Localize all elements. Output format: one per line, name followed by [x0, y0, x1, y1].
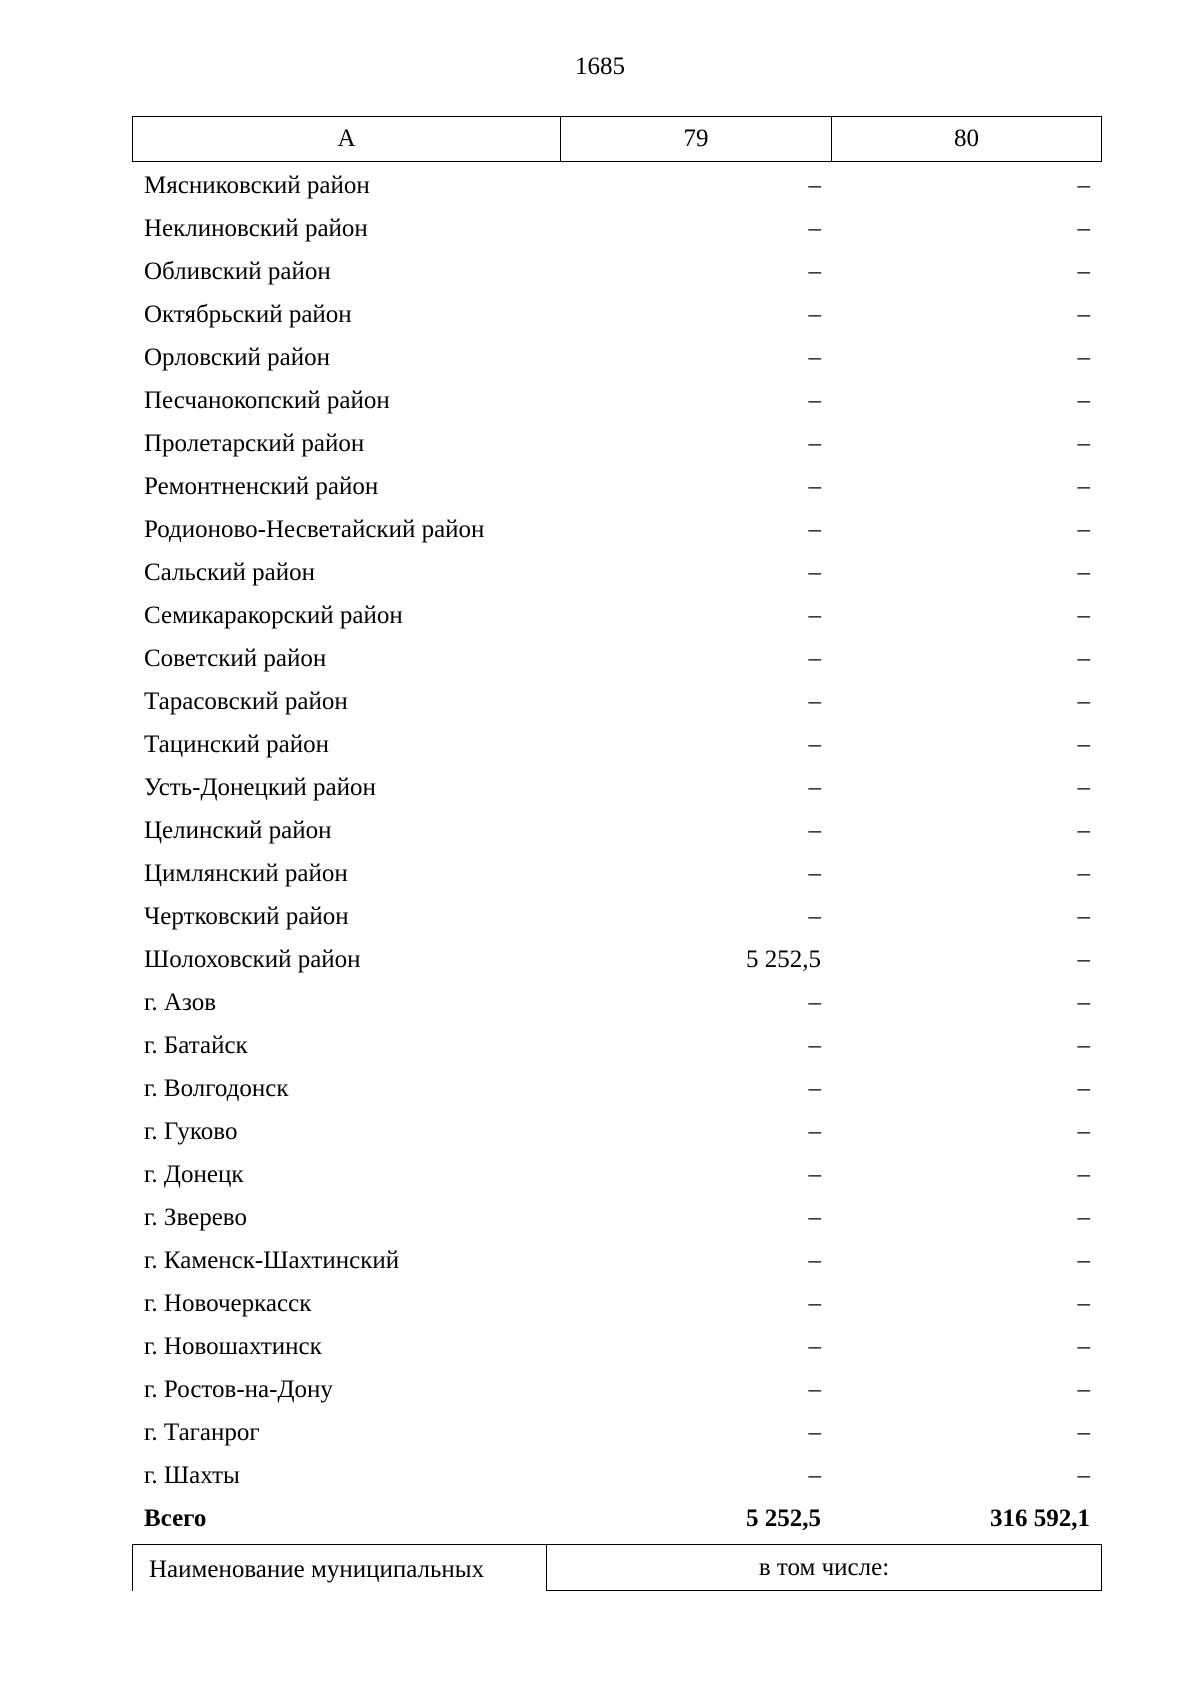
table-row [132, 594, 1102, 637]
value-col-80: – [1077, 1204, 1090, 1231]
value-col-80: – [1077, 301, 1090, 328]
table-row [132, 766, 1102, 809]
value-col-79: – [808, 344, 821, 371]
municipality-name: г. Батайск [144, 1032, 248, 1059]
total-row [132, 1497, 1102, 1540]
header-col-a: А [133, 117, 561, 161]
next-table-header [132, 1544, 1102, 1591]
table-row [132, 1368, 1102, 1411]
table-row [132, 207, 1102, 250]
value-col-79: – [808, 1118, 821, 1145]
page-number: 1685 [575, 53, 625, 80]
value-col-80: – [1077, 473, 1090, 500]
value-col-80: – [1077, 559, 1090, 586]
value-col-79: – [808, 645, 821, 672]
municipality-name: Советский район [144, 645, 327, 672]
municipality-name: Обливский район [144, 258, 331, 285]
value-col-80: – [1077, 387, 1090, 414]
table-row [132, 465, 1102, 508]
municipality-name: Цимлянский район [144, 860, 348, 887]
value-col-79: – [808, 1290, 821, 1317]
table-row [132, 1196, 1102, 1239]
value-col-80: – [1077, 860, 1090, 887]
value-col-80: – [1077, 258, 1090, 285]
value-col-79: – [808, 688, 821, 715]
value-col-79: – [808, 1075, 821, 1102]
municipality-name: Чертковский район [144, 903, 349, 930]
value-col-79: – [808, 1462, 821, 1489]
value-col-79: – [808, 817, 821, 844]
value-col-80: – [1077, 688, 1090, 715]
table-row [132, 637, 1102, 680]
value-col-79: – [808, 1376, 821, 1403]
value-col-79: – [808, 731, 821, 758]
table-row [132, 508, 1102, 551]
value-col-79: – [808, 774, 821, 801]
table-row [132, 809, 1102, 852]
value-col-79: – [808, 1161, 821, 1188]
table-row [132, 1282, 1102, 1325]
value-col-80: – [1077, 344, 1090, 371]
municipality-name: Октябрьский район [144, 301, 352, 328]
value-col-80: – [1077, 602, 1090, 629]
value-col-79: 5 252,5 [746, 946, 821, 973]
municipality-name: Родионово-Несветайский район [144, 516, 485, 543]
value-col-80: – [1077, 430, 1090, 457]
municipality-name: Песчанокопский район [144, 387, 390, 414]
value-col-80: – [1077, 1247, 1090, 1274]
municipality-name: Усть-Донецкий район [144, 774, 376, 801]
value-col-79: – [808, 430, 821, 457]
table-row [132, 981, 1102, 1024]
table-row [132, 680, 1102, 723]
table-row [132, 938, 1102, 981]
value-col-79: – [808, 860, 821, 887]
table-row [132, 895, 1102, 938]
value-col-79: – [808, 301, 821, 328]
value-col-80: 316 592,1 [990, 1505, 1090, 1532]
municipality-name: г. Каменск-Шахтинский [144, 1247, 400, 1274]
header-col-79: 79 [561, 117, 832, 161]
municipality-name: г. Новочеркасск [144, 1290, 312, 1317]
value-col-80: – [1077, 645, 1090, 672]
municipality-name: г. Новошахтинск [144, 1333, 322, 1360]
value-col-80: – [1077, 731, 1090, 758]
value-col-79: – [808, 1032, 821, 1059]
municipality-name: г. Ростов-на-Дону [144, 1376, 333, 1403]
table-row [132, 336, 1102, 379]
value-col-79: – [808, 1333, 821, 1360]
value-col-80: – [1077, 1118, 1090, 1145]
value-col-79: – [808, 516, 821, 543]
municipality-name: Ремонтненский район [144, 473, 379, 500]
municipality-name: Мясниковский район [144, 172, 370, 199]
value-col-80: – [1077, 516, 1090, 543]
value-col-79: – [808, 903, 821, 930]
value-col-79: – [808, 473, 821, 500]
table-row [132, 379, 1102, 422]
table-row [132, 1153, 1102, 1196]
value-col-80: – [1077, 989, 1090, 1016]
value-col-79: – [808, 602, 821, 629]
table-row [132, 1110, 1102, 1153]
value-col-80: – [1077, 1290, 1090, 1317]
municipality-name: Тацинский район [144, 731, 329, 758]
municipality-name: Семикаракорский район [144, 602, 403, 629]
value-col-79: – [808, 387, 821, 414]
table-row [132, 164, 1102, 207]
value-col-80: – [1077, 1161, 1090, 1188]
table-row [132, 551, 1102, 594]
value-col-80: – [1077, 1419, 1090, 1446]
value-col-80: – [1077, 817, 1090, 844]
value-col-80: – [1077, 1032, 1090, 1059]
value-col-80: – [1077, 172, 1090, 199]
header-col-80: 80 [954, 125, 979, 152]
value-col-80: – [1077, 774, 1090, 801]
municipality-name: Всего [144, 1505, 207, 1532]
value-col-80: – [1077, 1333, 1090, 1360]
municipality-name: г. Таганрог [144, 1419, 260, 1446]
value-col-80: – [1077, 215, 1090, 242]
value-col-79: – [808, 172, 821, 199]
table-body [132, 164, 1102, 1540]
table-row [132, 723, 1102, 766]
table-row [132, 852, 1102, 895]
table-row [132, 1411, 1102, 1454]
municipality-name: Тарасовский район [144, 688, 348, 715]
value-col-79: – [808, 989, 821, 1016]
table-row [132, 1024, 1102, 1067]
value-col-80: – [1077, 1462, 1090, 1489]
value-col-80: – [1077, 946, 1090, 973]
municipality-name: г. Шахты [144, 1462, 240, 1489]
value-col-79: – [808, 1247, 821, 1274]
value-col-79: – [808, 559, 821, 586]
table-row [132, 293, 1102, 336]
value-col-79: – [808, 215, 821, 242]
municipality-name: г. Зверево [144, 1204, 247, 1231]
table-row [132, 422, 1102, 465]
municipality-name: Целинский район [144, 817, 332, 844]
table-row [132, 1067, 1102, 1110]
next-header-name-column: Наименование муниципальных [132, 1545, 546, 1591]
municipality-name: Шолоховский район [144, 946, 361, 973]
value-col-80: – [1077, 903, 1090, 930]
table-row [132, 250, 1102, 293]
value-col-79: 5 252,5 [746, 1505, 821, 1532]
municipality-name: г. Азов [144, 989, 217, 1016]
municipality-name: г. Донецк [144, 1161, 244, 1188]
table-header [132, 116, 1102, 162]
municipality-name: г. Гуково [144, 1118, 238, 1145]
next-header-including-column: в том числе: [546, 1545, 1102, 1591]
municipality-name: Пролетарский район [144, 430, 365, 457]
value-col-79: – [808, 1419, 821, 1446]
municipality-name: Неклиновский район [144, 215, 368, 242]
value-col-79: – [808, 258, 821, 285]
table-row [132, 1239, 1102, 1282]
municipality-name: г. Волгодонск [144, 1075, 289, 1102]
municipality-name: Орловский район [144, 344, 330, 371]
value-col-80: – [1077, 1376, 1090, 1403]
table-row [132, 1325, 1102, 1368]
table-row [132, 1454, 1102, 1497]
value-col-80: – [1077, 1075, 1090, 1102]
value-col-79: – [808, 1204, 821, 1231]
municipality-name: Сальский район [144, 559, 315, 586]
